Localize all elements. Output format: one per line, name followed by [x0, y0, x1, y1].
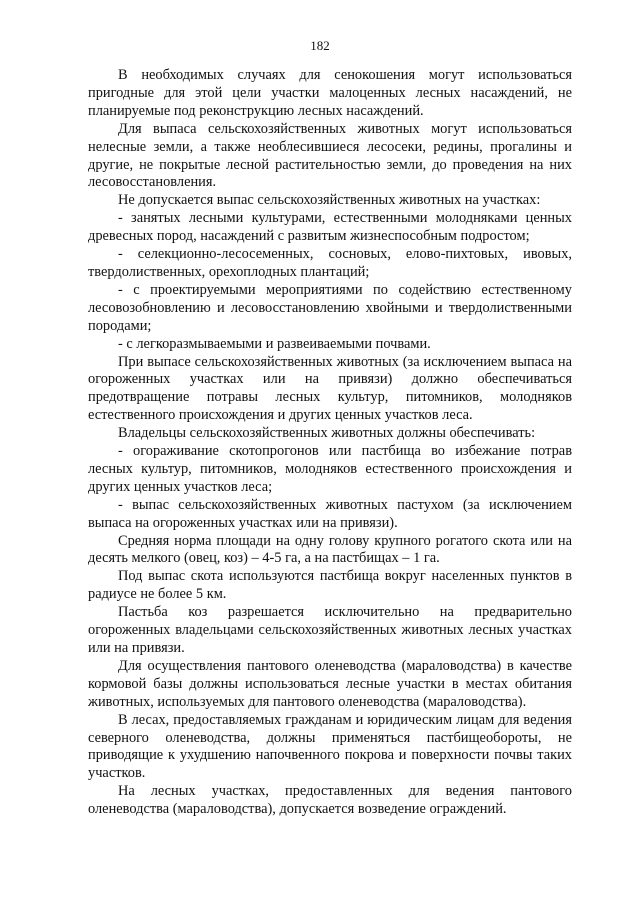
paragraph: Для выпаса сельскохозяйственных животных могут использоваться нелесные земли, а также необлесившиеся лесосеки, редины, прогалины и другие, не покрытые лесной растительностью земли, до проведения на них лесовосстановления. [88, 120, 572, 191]
page-number: 182 [310, 38, 330, 53]
document-body [88, 67, 572, 819]
list-item: - выпас сельскохозяйственных животных пастухом (за исключением выпаса на огороженных участках или на привязи). [88, 496, 572, 531]
paragraph: При выпасе сельскохозяйственных животных (за исключением выпаса на огороженных участках или на привязи) должно обеспечиваться предотвращение потравы лесных культур, питомников, молодняков естественного происхождения и других ценных участков леса. [88, 353, 572, 424]
list-item: - с легкоразмываемыми и развеиваемыми почвами. [118, 335, 431, 352]
list-item: - селекционно-лесосеменных, сосновых, елово-пихтовых, ивовых, твердолиственных, орехоплодных плантаций; [88, 246, 572, 280]
paragraph: Для осуществления пантового оленеводства (мараловодства) в качестве кормовой базы должны использоваться лесные участки в местах обитания животных, используемых для пантового оленеводства (мараловодства). [88, 657, 572, 710]
paragraph: На лесных участках, предоставленных для ведения пантового оленеводства (мараловодства), допускается возведение ограждений. [88, 783, 572, 818]
paragraph: Владельцы сельскохозяйственных животных должны обеспечивать: [118, 425, 536, 442]
paragraph: В необходимых случаях для сенокошения могут использоваться пригодные для этой цели участки малоценных лесных насаждений, не планируемые под реконструкцию лесных насаждений. [88, 67, 572, 119]
paragraph: Под выпас скота используются пастбища вокруг населенных пунктов в радиусе не более 5 км. [88, 568, 572, 603]
list-item: - с проектируемыми мероприятиями по содействию естественному лесовозобновлению и лесовосстановлению хвойными и твердолиственными породами; [88, 281, 572, 334]
list-item: - огораживание скотопрогонов или пастбища во избежание потрав лесных культур, питомников, молодняков естественного происхождения и других ценных участков леса; [88, 443, 572, 495]
paragraph: Пастьба коз разрешается исключительно на предварительно огороженных владельцами сельскохозяйственных животных лесных участках или на привязи. [88, 604, 572, 656]
list-item: - занятых лесными культурами, естественными молодняками ценных древесных пород, насаждений с развитым жизнеспособным подростом; [88, 210, 572, 245]
paragraph: Не допускается выпас сельскохозяйственных животных на участках: [118, 192, 541, 209]
paragraph: В лесах, предоставляемых гражданам и юридическим лицам для ведения северного оленеводства, должны применяться пастбищеобороты, не приводящие к ухудшению напочвенного покрова и поверхности почвы таких участков. [88, 711, 572, 782]
paragraph: Средняя норма площади на одну голову крупного рогатого скота или на десять мелкого (овец, коз) – 4-5 га, а на пастбищах – 1 га. [88, 532, 572, 567]
